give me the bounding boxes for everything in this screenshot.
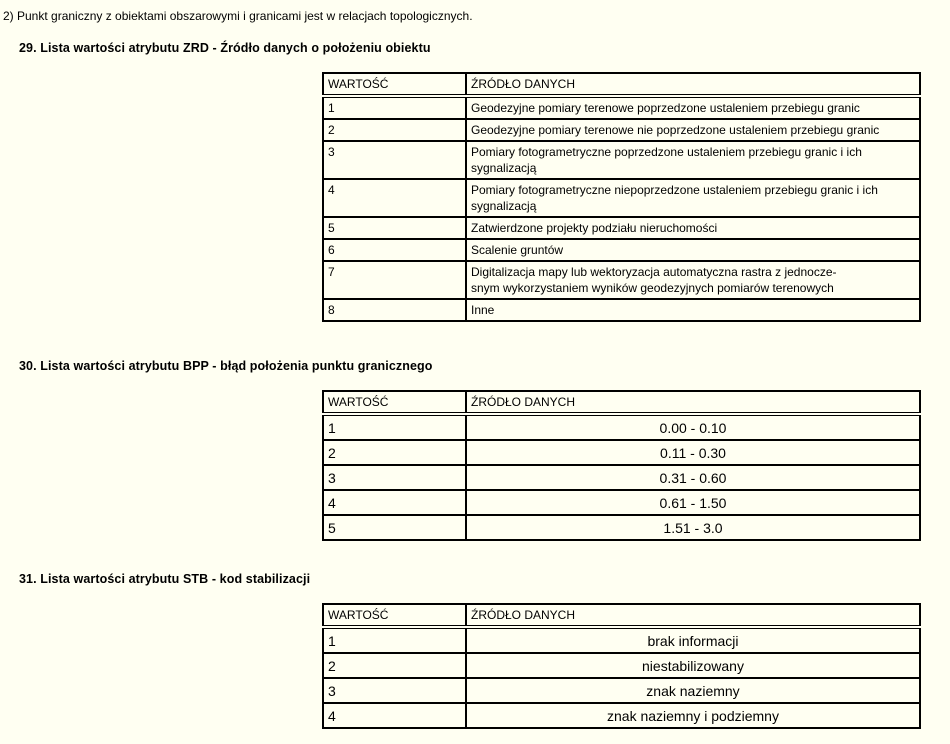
cell-source: niestabilizowany xyxy=(466,653,920,678)
cell-value: 4 xyxy=(323,490,466,515)
cell-value: 2 xyxy=(323,653,466,678)
table-header-row xyxy=(323,73,920,96)
column-header-source: ŹRÓDŁO DANYCH xyxy=(466,604,920,627)
cell-value: 1 xyxy=(323,414,466,440)
cell-source: znak naziemny xyxy=(466,678,920,703)
table-row xyxy=(323,239,920,261)
cell-source: znak naziemny i podziemny xyxy=(466,703,920,728)
table-row xyxy=(323,217,920,239)
table-row xyxy=(323,299,920,321)
cell-source-line: sygnalizacją xyxy=(471,161,537,175)
table-zrd xyxy=(322,72,921,322)
cell-source-line: Geodezyjne pomiary terenowe nie poprzedzone ustaleniem przebiegu granic xyxy=(471,123,880,137)
table-row xyxy=(323,141,920,179)
cell-value: 4 xyxy=(323,179,466,217)
intro-note: 2) Punkt graniczny z obiektami obszarowymi i granicami jest w relacjach topologicznych. xyxy=(3,9,473,23)
cell-source-line: snym wykorzystaniem wyników geodezyjnych pomiarów terenowych xyxy=(471,281,834,295)
cell-value: 3 xyxy=(323,141,466,179)
cell-value: 8 xyxy=(323,299,466,321)
section-heading-bpp: 30. Lista wartości atrybutu BPP - błąd położenia punktu granicznego xyxy=(19,359,433,373)
cell-value: 4 xyxy=(323,703,466,728)
cell-source xyxy=(466,299,920,321)
cell-source-line: sygnalizacją xyxy=(471,199,537,213)
cell-value: 2 xyxy=(323,440,466,465)
column-header-value: WARTOŚĆ xyxy=(323,73,466,96)
cell-source xyxy=(466,239,920,261)
cell-source: brak informacji xyxy=(466,627,920,653)
cell-value: 3 xyxy=(323,465,466,490)
table-stb xyxy=(322,603,921,729)
cell-source xyxy=(466,261,920,299)
cell-source xyxy=(466,119,920,141)
table-row xyxy=(323,261,920,299)
table-row xyxy=(323,678,920,703)
cell-source-line: Pomiary fotogrametryczne niepoprzedzone ustaleniem przebiegu granic i ich xyxy=(471,183,878,197)
cell-value: 2 xyxy=(323,119,466,141)
cell-source: 0.11 - 0.30 xyxy=(466,440,920,465)
table-row xyxy=(323,653,920,678)
cell-value: 7 xyxy=(323,261,466,299)
cell-source-line: Zatwierdzone projekty podziału nieruchomości xyxy=(471,221,718,235)
cell-value: 5 xyxy=(323,217,466,239)
table-row xyxy=(323,703,920,728)
table-row xyxy=(323,414,920,440)
cell-source xyxy=(466,96,920,119)
table-row xyxy=(323,627,920,653)
cell-source xyxy=(466,179,920,217)
table-row xyxy=(323,490,920,515)
column-header-source: ŹRÓDŁO DANYCH xyxy=(466,73,920,96)
cell-source xyxy=(466,141,920,179)
table-header-row xyxy=(323,604,920,627)
column-header-value: WARTOŚĆ xyxy=(323,604,466,627)
cell-value: 1 xyxy=(323,627,466,653)
table-row xyxy=(323,515,920,540)
table-row xyxy=(323,179,920,217)
cell-source-line: Digitalizacja mapy lub wektoryzacja automatyczna rastra z jednocze- xyxy=(471,265,837,279)
cell-source-line: Pomiary fotogrametryczne poprzedzone ustaleniem przebiegu granic i ich xyxy=(471,145,862,159)
column-header-source: ŹRÓDŁO DANYCH xyxy=(466,391,920,414)
cell-value: 3 xyxy=(323,678,466,703)
cell-source xyxy=(466,217,920,239)
column-header-value: WARTOŚĆ xyxy=(323,391,466,414)
cell-value: 6 xyxy=(323,239,466,261)
cell-source-line: Inne xyxy=(471,303,495,317)
section-heading-stb: 31. Lista wartości atrybutu STB - kod stabilizacji xyxy=(19,572,311,586)
cell-value: 5 xyxy=(323,515,466,540)
table-row xyxy=(323,96,920,119)
table-header-row xyxy=(323,391,920,414)
cell-source: 0.61 - 1.50 xyxy=(466,490,920,515)
cell-source: 0.31 - 0.60 xyxy=(466,465,920,490)
cell-source: 0.00 - 0.10 xyxy=(466,414,920,440)
cell-value: 1 xyxy=(323,96,466,119)
cell-source: 1.51 - 3.0 xyxy=(466,515,920,540)
table-row xyxy=(323,119,920,141)
table-bpp xyxy=(322,390,921,541)
section-heading-zrd: 29. Lista wartości atrybutu ZRD - Źródło danych o położeniu obiektu xyxy=(19,41,431,55)
table-row xyxy=(323,440,920,465)
cell-source-line: Geodezyjne pomiary terenowe poprzedzone ustaleniem przebiegu granic xyxy=(471,101,860,115)
table-row xyxy=(323,465,920,490)
cell-source-line: Scalenie gruntów xyxy=(471,243,564,257)
